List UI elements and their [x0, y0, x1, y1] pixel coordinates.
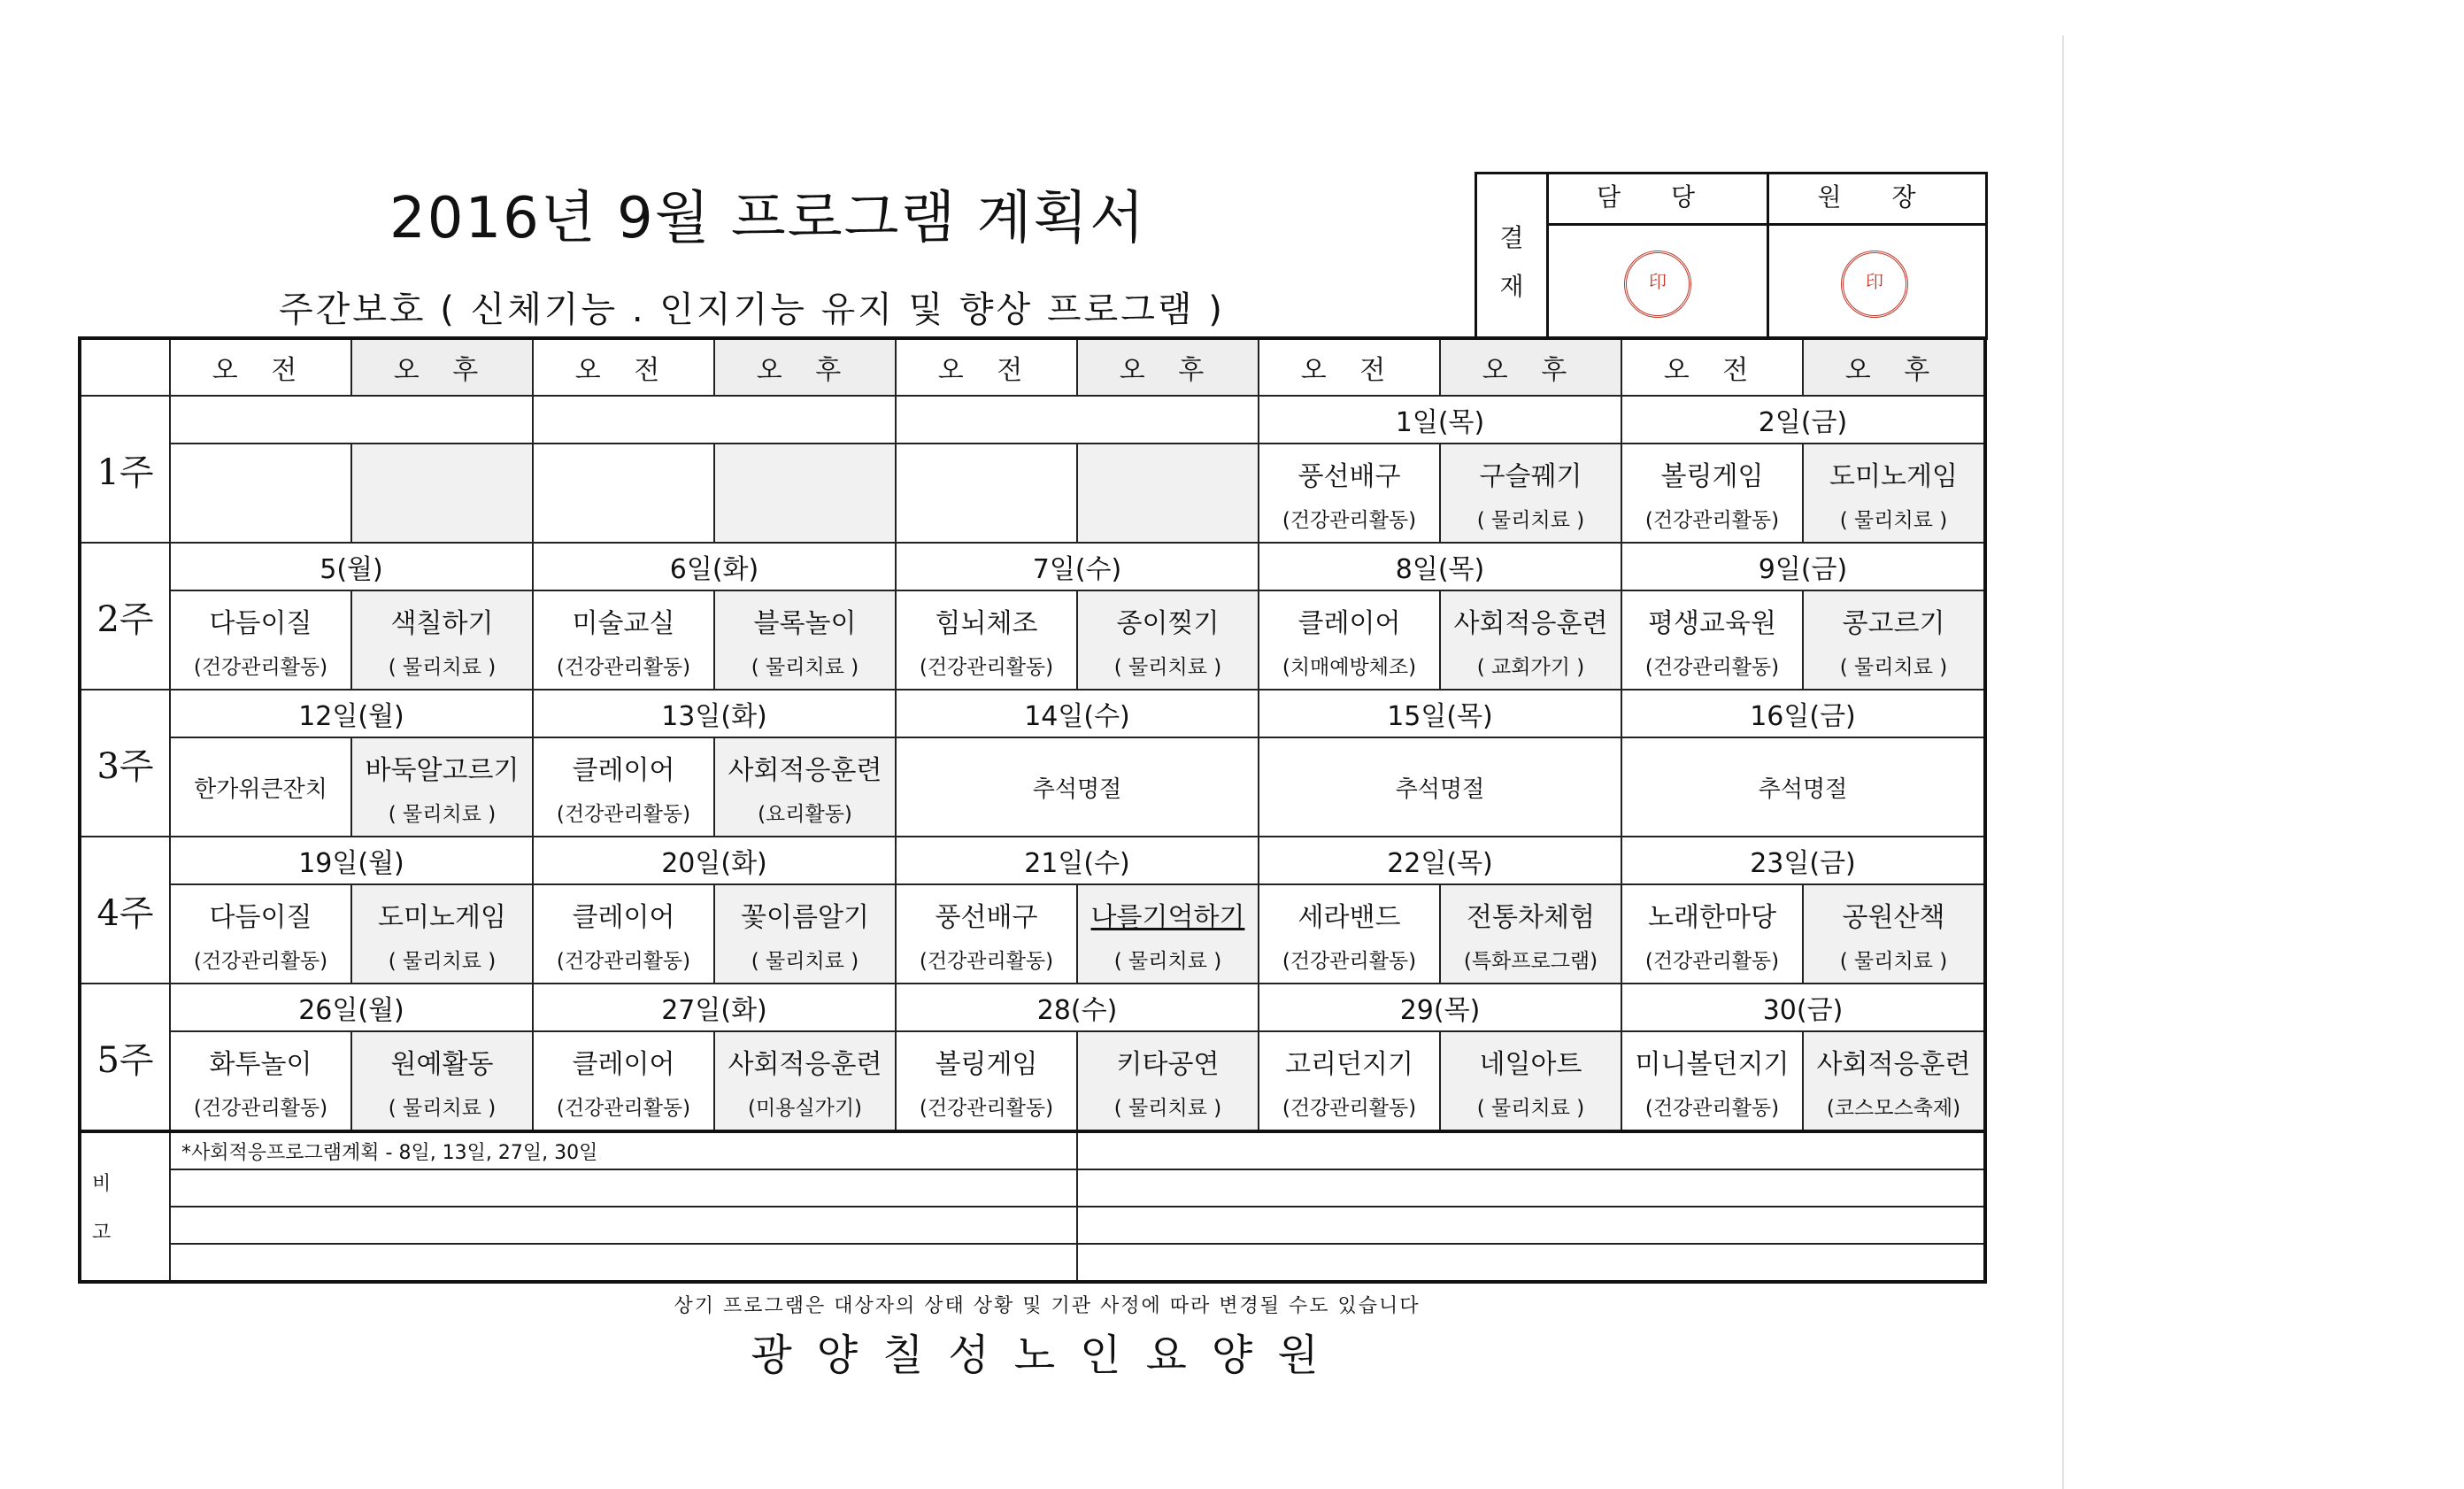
- activity-name: 클레이어: [572, 1048, 675, 1080]
- activity-name: 나를기억하기: [1090, 901, 1245, 933]
- activity-name: 사회적응훈련: [1453, 607, 1608, 639]
- day-date: 29(목): [1259, 984, 1621, 1031]
- approval-label-bottom: 재: [1499, 272, 1524, 301]
- document-subtitle: 주간보호 ( 신체기능 . 인지기능 유지 및 향상 프로그램 ): [279, 289, 1225, 330]
- activity-category: (건강관리활동): [1644, 949, 1780, 973]
- week-label: 3주: [80, 690, 170, 837]
- activity-category: (건강관리활동): [1282, 508, 1417, 532]
- approval-label-top: 결: [1499, 223, 1524, 252]
- activity-cell: [170, 590, 351, 690]
- activity-category: ( 물리치료 ): [1113, 949, 1222, 973]
- activity-name: 볼링게임: [1660, 460, 1764, 492]
- activity-cell: [1077, 1031, 1259, 1131]
- activity-category: ( 물리치료 ): [1839, 508, 1948, 532]
- activity-cell: [351, 884, 533, 984]
- activity-cell: [351, 444, 533, 543]
- activity-name: 구슬꿰기: [1479, 460, 1582, 492]
- activity-cell: [170, 737, 351, 837]
- day-date: 14일(수): [896, 690, 1259, 737]
- activity-name: 클레이어: [1297, 607, 1401, 639]
- remarks-line-left: [170, 1207, 1077, 1244]
- activity-category: (건강관리활동): [556, 949, 691, 973]
- activity-category: (건강관리활동): [1282, 949, 1417, 973]
- activity-cell: [1621, 1031, 1803, 1131]
- activity-category: (건강관리활동): [919, 655, 1054, 679]
- director-seal-stamp: 印: [1841, 251, 1908, 318]
- column-header-am: 오 전: [533, 338, 714, 396]
- activity-category: ( 물리치료 ): [388, 949, 497, 973]
- activity-cell: [170, 1031, 351, 1131]
- day-date: 19일(월): [170, 837, 533, 884]
- activity-name: 풍선배구: [935, 901, 1038, 933]
- activity-category: ( 물리치료 ): [1113, 1096, 1222, 1120]
- column-header-am: 오 전: [1259, 338, 1440, 396]
- activity-cell: [1621, 884, 1803, 984]
- activity-cell: [896, 884, 1077, 984]
- activity-cell: [1803, 884, 1985, 984]
- activity-name: 세라밴드: [1297, 901, 1401, 933]
- activity-cell: [714, 444, 896, 543]
- activity-cell: [714, 884, 896, 984]
- activity-name: 전통차체험: [1467, 901, 1595, 933]
- remarks-label-top: 비: [92, 1173, 112, 1195]
- activity-category: (건강관리활동): [193, 1096, 328, 1120]
- facility-name: 광양칠성노인요양원: [751, 1331, 1344, 1380]
- activity-name: 꽃이름알기: [741, 901, 869, 933]
- schedule-table: [78, 336, 1987, 1284]
- activity-category: (건강관리활동): [193, 949, 328, 973]
- activity-cell: [1259, 444, 1440, 543]
- remarks-label-bottom: 고: [92, 1222, 112, 1244]
- activity-category: ( 교회가기 ): [1476, 655, 1585, 679]
- remarks-line-left: *사회적응프로그램계획 - 8일, 13일, 27일, 30일: [170, 1131, 1077, 1169]
- activity-name: 사회적응훈련: [1816, 1048, 1971, 1080]
- activity-category: (건강관리활동): [1644, 1096, 1780, 1120]
- remarks-line-right: [1077, 1169, 1985, 1207]
- activity-name: 원예활동: [390, 1048, 494, 1080]
- activity-cell: [1621, 444, 1803, 543]
- week-label: 1주: [80, 396, 170, 543]
- remarks-line-left: [170, 1244, 1077, 1282]
- activity-name: 다듬이질: [209, 607, 312, 639]
- column-header-pm: 오 후: [1803, 338, 1985, 396]
- activity-category: (치매예방체조): [1282, 655, 1417, 679]
- week-label: 2주: [80, 543, 170, 690]
- day-date: 2일(금): [1621, 396, 1985, 444]
- holiday-cell: 추석명절: [896, 737, 1259, 837]
- activity-cell: [1621, 590, 1803, 690]
- approval-header-director: 원 장: [1769, 174, 1985, 226]
- day-date: 23일(금): [1621, 837, 1985, 884]
- activity-category: (건강관리활동): [1282, 1096, 1417, 1120]
- remarks-line-right: [1077, 1244, 1985, 1282]
- activity-name: 색칠하기: [390, 607, 494, 639]
- remarks-line-right: [1077, 1131, 1985, 1169]
- day-date: 1일(목): [1259, 396, 1621, 444]
- activity-name: 다듬이질: [209, 901, 312, 933]
- activity-cell: [714, 1031, 896, 1131]
- activity-category: ( 물리치료 ): [388, 1096, 497, 1120]
- activity-category: (건강관리활동): [1644, 508, 1780, 532]
- activity-name: 풍선배구: [1297, 460, 1401, 492]
- activity-cell: [533, 444, 714, 543]
- column-header-am: 오 전: [170, 338, 351, 396]
- activity-cell: [1440, 444, 1621, 543]
- activity-category: (코스모스축제): [1826, 1096, 1961, 1120]
- activity-name: 종이찢기: [1116, 607, 1220, 639]
- activity-category: ( 물리치료 ): [1839, 655, 1948, 679]
- column-header-am: 오 전: [1621, 338, 1803, 396]
- activity-cell: [170, 444, 351, 543]
- holiday-cell: 추석명절: [1259, 737, 1621, 837]
- activity-name: 클레이어: [572, 754, 675, 786]
- day-date: 30(금): [1621, 984, 1985, 1031]
- column-header-am: 오 전: [896, 338, 1077, 396]
- activity-category: ( 물리치료 ): [1113, 655, 1222, 679]
- activity-name: 콩고르기: [1842, 607, 1945, 639]
- day-date: [896, 396, 1259, 444]
- day-date: [533, 396, 896, 444]
- activity-name: 사회적응훈련: [728, 1048, 882, 1080]
- activity-cell: [1077, 444, 1259, 543]
- day-date: 28(수): [896, 984, 1259, 1031]
- activity-cell: [1803, 1031, 1985, 1131]
- activity-name: 클레이어: [572, 901, 675, 933]
- activity-category: ( 물리치료 ): [388, 802, 497, 826]
- activity-name: 볼링게임: [935, 1048, 1038, 1080]
- activity-category: ( 물리치료 ): [1476, 1096, 1585, 1120]
- activity-name: 바둑알고르기: [365, 754, 520, 786]
- activity-cell: [714, 737, 896, 837]
- week-label: 4주: [80, 837, 170, 984]
- activity-cell: [1803, 444, 1985, 543]
- activity-cell: [351, 590, 533, 690]
- activity-cell: [1440, 590, 1621, 690]
- manager-seal-stamp: 印: [1624, 251, 1691, 318]
- activity-category: (요리활동): [758, 802, 852, 826]
- activity-cell: [533, 737, 714, 837]
- activity-name: 네일아트: [1479, 1048, 1582, 1080]
- activity-category: (건강관리활동): [556, 655, 691, 679]
- activity-cell: [1803, 590, 1985, 690]
- approval-header-manager: 담 당: [1546, 174, 1767, 226]
- column-header-pm: 오 후: [351, 338, 533, 396]
- remarks-label: [80, 1131, 170, 1282]
- activity-category: (특화프로그램): [1463, 949, 1598, 973]
- day-date: 15일(목): [1259, 690, 1621, 737]
- activity-cell: [1259, 590, 1440, 690]
- day-date: 21일(수): [896, 837, 1259, 884]
- activity-name: 도미노게임: [1829, 460, 1958, 492]
- day-date: 12일(월): [170, 690, 533, 737]
- activity-category: (건강관리활동): [556, 802, 691, 826]
- activity-name: 한가위큰잔치: [194, 775, 327, 803]
- day-date: 20일(화): [533, 837, 896, 884]
- day-date: 16일(금): [1621, 690, 1985, 737]
- activity-category: ( 물리치료 ): [388, 655, 497, 679]
- activity-name: 미니볼던지기: [1635, 1048, 1790, 1080]
- activity-category: (미용실가기): [747, 1096, 863, 1120]
- activity-cell: [1440, 884, 1621, 984]
- activity-name: 미술교실: [572, 607, 675, 639]
- activity-category: ( 물리치료 ): [751, 949, 859, 973]
- day-date: 5(월): [170, 543, 533, 590]
- activity-category: (건강관리활동): [556, 1096, 691, 1120]
- activity-cell: [896, 1031, 1077, 1131]
- activity-cell: [170, 884, 351, 984]
- activity-cell: [1259, 1031, 1440, 1131]
- activity-category: (건강관리활동): [919, 949, 1054, 973]
- activity-cell: [896, 444, 1077, 543]
- day-date: 13일(화): [533, 690, 896, 737]
- approval-label-column: [1477, 174, 1549, 337]
- approval-box: [1475, 172, 1988, 340]
- day-date: 26일(월): [170, 984, 533, 1031]
- activity-category: (건강관리활동): [919, 1096, 1054, 1120]
- day-date: 9일(금): [1621, 543, 1985, 590]
- remarks-line-right: [1077, 1207, 1985, 1244]
- column-header-pm: 오 후: [1077, 338, 1259, 396]
- activity-category: (건강관리활동): [193, 655, 328, 679]
- column-header-pm: 오 후: [714, 338, 896, 396]
- day-date: [170, 396, 533, 444]
- activity-name: 도미노게임: [378, 901, 506, 933]
- activity-name: 노래한마당: [1648, 901, 1776, 933]
- column-header-pm: 오 후: [1440, 338, 1621, 396]
- activity-name: 고리던지기: [1285, 1048, 1413, 1080]
- activity-category: ( 물리치료 ): [1839, 949, 1948, 973]
- activity-cell: [533, 590, 714, 690]
- activity-cell: [533, 884, 714, 984]
- activity-name: 평생교육원: [1648, 607, 1776, 639]
- activity-name: 사회적응훈련: [728, 754, 882, 786]
- activity-category: ( 물리치료 ): [1476, 508, 1585, 532]
- activity-category: ( 물리치료 ): [751, 655, 859, 679]
- remarks-line-left: [170, 1169, 1077, 1207]
- activity-cell: [351, 737, 533, 837]
- activity-cell: [896, 590, 1077, 690]
- day-date: 27일(화): [533, 984, 896, 1031]
- day-date: 22일(목): [1259, 837, 1621, 884]
- activity-cell: [714, 590, 896, 690]
- holiday-cell: 추석명절: [1621, 737, 1985, 837]
- activity-cell: [533, 1031, 714, 1131]
- page-edge-line: [2062, 35, 2064, 1489]
- header-corner-cell: [80, 338, 170, 396]
- activity-cell: [351, 1031, 533, 1131]
- activity-cell: [1440, 1031, 1621, 1131]
- activity-name: 힘뇌체조: [935, 607, 1038, 639]
- document-title: 2016년 9월 프로그램 계획서: [389, 186, 1147, 251]
- activity-cell: [1077, 884, 1259, 984]
- week-label: 5주: [80, 984, 170, 1131]
- activity-category: (건강관리활동): [1644, 655, 1780, 679]
- activity-cell: [1077, 590, 1259, 690]
- activity-name: 화투놀이: [209, 1048, 312, 1080]
- day-date: 7일(수): [896, 543, 1259, 590]
- day-date: 6일(화): [533, 543, 896, 590]
- activity-name: 키타공연: [1116, 1048, 1220, 1080]
- activity-name: 블록놀이: [753, 607, 857, 639]
- activity-cell: [1259, 884, 1440, 984]
- day-date: 8일(목): [1259, 543, 1621, 590]
- activity-name: 공원산책: [1842, 901, 1945, 933]
- change-notice: 상기 프로그램은 대상자의 상태 상황 및 기관 사정에 따라 변경될 수도 있습니다: [674, 1295, 1421, 1317]
